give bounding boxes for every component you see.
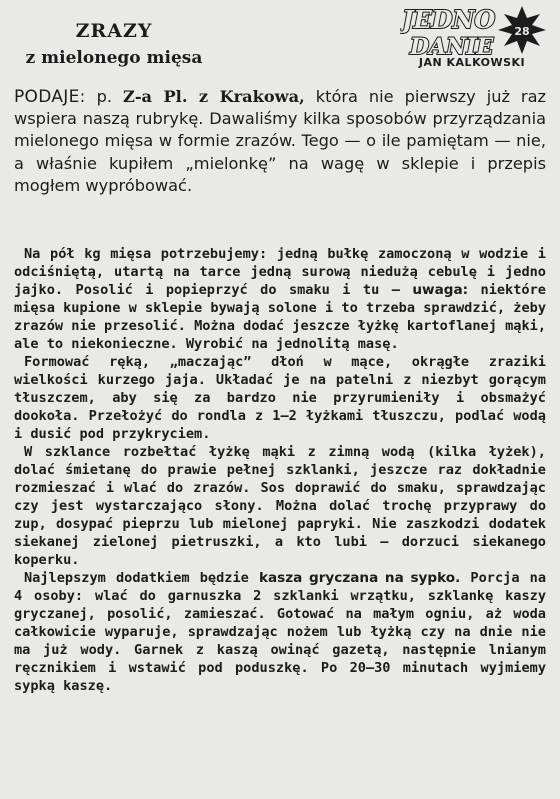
logo-line-1: JEDNO: [402, 5, 496, 34]
paragraph-side-dish: [14, 569, 546, 695]
ingredients-text-2: niektóre mięsa kupione w sklepie bywają solone i to trzeba sprawdzić, żeby zrazów nie przesolić. Można dodać jeszcze łyżkę kartoflanej mąki, ale to niekonieczne. Wyrobić na jednolitą masę.: [14, 282, 546, 352]
recipe-body: [14, 245, 546, 695]
jedno-danie-logo-icon: [400, 4, 548, 60]
lead-text-2: która nie pierwszy już raz wspiera naszą rubrykę. Dawaliśmy kilka sposobów przyrządzania mielonego mięsa w formie zrazów. Tego — o ile pamiętam — nie, a właśnie kupiłem „mielonkę” na wagę w sklepie i przepis mogłem wypróbować.: [14, 87, 546, 195]
side-dish-text-2: Porcja na 4 osoby: wlać do garnuszka 2 szklanki wrzątku, szklankę kaszy gryczanej, posolić, zamieszać. Gotować na małym ogniu, aż woda całkowicie wyparuje, sprawdzając nożem lub łyżką czy na dnie nie ma już wody. Garnek z kaszą owinąć gazetą, następnie lnianym ręcznikiem i wstawić pod poduszkę. Po 20—30 minutach wyjmiemy sypką kaszę.: [14, 570, 547, 694]
warning-keyword: uwaga:: [412, 282, 469, 298]
lead-text-1: p.: [85, 87, 124, 106]
ingredients-text-1: Na pół kg mięsa potrzebujemy: jedną bułkę zamoczoną w wodzie i odciśniętą, utartą na tarce jedną surową niedużą cebulę i jedno jajko. Posolić i popieprzyć do smaku i tu —: [14, 246, 546, 298]
lead-paragraph: [14, 86, 546, 197]
article-title: ZRAZY: [75, 20, 153, 42]
logo-line-2: DANIE: [410, 34, 494, 60]
contributor-name: Z-a Pl. z Krakowa,: [123, 87, 305, 106]
article-subtitle: z mielonego mięsa: [25, 48, 203, 68]
paragraph-sauce: W szklance rozbełtać łyżkę mąki z zimną wodą (kilka łyżek), dolać śmietanę do prawie pełnej szklanki, jeszcze raz dokładnie rozmieszać i wlać do zrazów. Sos doprawić do smaku, sprawdzając czy jest wystarczająco słony. Można dolać trochę przyprawy do zup, dosypać pieprzu lub mielonej papryki. Nie zaszkodzi dodatek siekanej zielonej pietruszki, a kto lubi — dorzuci siekanego koperku.: [14, 444, 546, 568]
side-dish-text-1: Najlepszym dodatkiem będzie: [24, 570, 259, 586]
headline-block: [14, 18, 214, 70]
paragraph-forming: Formować ręką, „maczając” dłoń w mące, okrągłe zraziki wielkości kurzego jaja. Układać je na patelni z niezbyt gorącym tłuszczem, aby się za bardzo nie przyrumieniły i obsmażyć dookoła. Przełożyć do rondla z 1—2 łyżkami tłuszczu, podlać wodą i dusić pod przykryciem.: [14, 354, 546, 442]
paragraph-ingredients: [14, 245, 546, 353]
star-burst-icon: [498, 6, 546, 54]
author-name: JAN KALKOWSKI: [418, 56, 526, 69]
side-dish-keyword: kasza gryczana na sypko.: [258, 570, 461, 586]
star-badge-number: 28: [514, 25, 530, 38]
lead-keyword: PODAJE:: [14, 87, 86, 107]
